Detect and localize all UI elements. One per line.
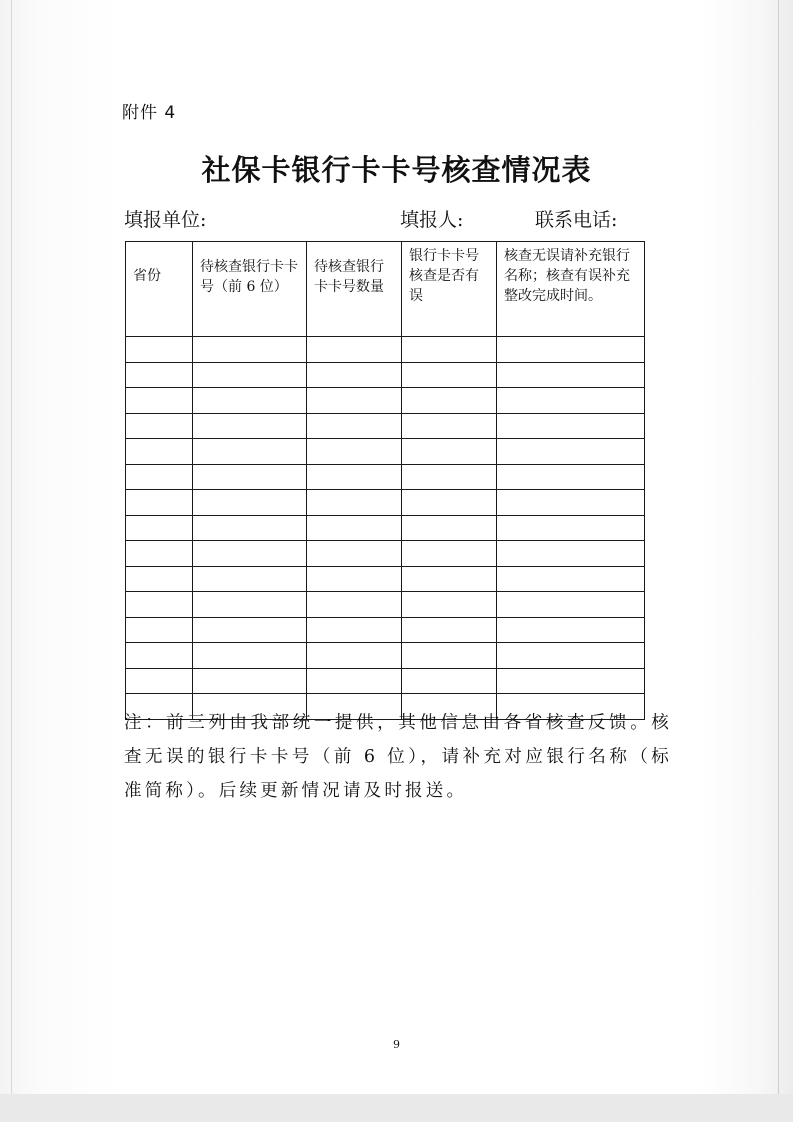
table-cell[interactable] bbox=[497, 362, 645, 388]
table-cell[interactable] bbox=[307, 337, 402, 363]
table-cell[interactable] bbox=[402, 337, 497, 363]
table-cell[interactable] bbox=[402, 362, 497, 388]
table-row bbox=[126, 439, 645, 465]
table-row bbox=[126, 413, 645, 439]
table-cell[interactable] bbox=[193, 362, 307, 388]
table-row bbox=[126, 668, 645, 694]
table-row bbox=[126, 388, 645, 414]
table-row bbox=[126, 515, 645, 541]
table-cell[interactable] bbox=[307, 413, 402, 439]
header-province: 省份 bbox=[126, 242, 193, 337]
page-title: 社保卡银行卡卡号核查情况表 bbox=[201, 153, 592, 187]
table-cell[interactable] bbox=[126, 362, 193, 388]
table-cell[interactable] bbox=[402, 566, 497, 592]
table-row bbox=[126, 617, 645, 643]
table-cell[interactable] bbox=[193, 337, 307, 363]
table-cell[interactable] bbox=[497, 515, 645, 541]
table-cell[interactable] bbox=[193, 617, 307, 643]
verification-table bbox=[125, 241, 645, 720]
table-cell[interactable] bbox=[126, 515, 193, 541]
table-cell[interactable] bbox=[497, 490, 645, 516]
table-cell[interactable] bbox=[402, 668, 497, 694]
table-cell[interactable] bbox=[307, 643, 402, 669]
table-cell[interactable] bbox=[402, 541, 497, 567]
table-cell[interactable] bbox=[402, 388, 497, 414]
table-row bbox=[126, 541, 645, 567]
table-cell[interactable] bbox=[497, 439, 645, 465]
table-cell[interactable] bbox=[497, 337, 645, 363]
table-cell[interactable] bbox=[193, 566, 307, 592]
attachment-label: 附件 4 bbox=[122, 103, 177, 123]
table-cell[interactable] bbox=[497, 668, 645, 694]
table-cell[interactable] bbox=[497, 388, 645, 414]
table-cell[interactable] bbox=[497, 541, 645, 567]
table-cell[interactable] bbox=[126, 439, 193, 465]
table-row bbox=[126, 592, 645, 618]
table-cell[interactable] bbox=[307, 617, 402, 643]
table-cell[interactable] bbox=[193, 643, 307, 669]
table-cell[interactable] bbox=[126, 668, 193, 694]
table-cell[interactable] bbox=[497, 464, 645, 490]
table-body bbox=[126, 337, 645, 720]
reporter-label: 填报人: bbox=[400, 209, 464, 231]
table-cell[interactable] bbox=[402, 413, 497, 439]
table-cell[interactable] bbox=[402, 464, 497, 490]
table-cell[interactable] bbox=[193, 413, 307, 439]
table-cell[interactable] bbox=[402, 515, 497, 541]
table-cell[interactable] bbox=[126, 643, 193, 669]
contact-phone-label: 联系电话: bbox=[535, 209, 618, 231]
table-cell[interactable] bbox=[126, 388, 193, 414]
table-cell[interactable] bbox=[307, 541, 402, 567]
table-cell[interactable] bbox=[307, 490, 402, 516]
table-cell[interactable] bbox=[126, 464, 193, 490]
table-row bbox=[126, 566, 645, 592]
table-cell[interactable] bbox=[402, 592, 497, 618]
footnote: 注：前三列由我部统一提供，其他信息由各省核查反馈。核查无误的银行卡卡号（前 6 位），请补充对应银行名称（标准简称）。后续更新情况请及时报送。 bbox=[124, 713, 672, 801]
table-cell[interactable] bbox=[497, 592, 645, 618]
table-cell[interactable] bbox=[307, 362, 402, 388]
table-cell[interactable] bbox=[126, 617, 193, 643]
table-cell[interactable] bbox=[126, 490, 193, 516]
table-cell[interactable] bbox=[402, 439, 497, 465]
header-card-prefix: 待核查银行卡卡号（前 6 位） bbox=[193, 242, 307, 337]
table-cell[interactable] bbox=[402, 643, 497, 669]
table-cell[interactable] bbox=[497, 617, 645, 643]
table-cell[interactable] bbox=[307, 464, 402, 490]
header-error-check: 银行卡卡号核查是否有误 bbox=[402, 242, 497, 337]
table-cell[interactable] bbox=[307, 439, 402, 465]
table-cell[interactable] bbox=[126, 541, 193, 567]
table-cell[interactable] bbox=[307, 592, 402, 618]
table-cell[interactable] bbox=[402, 490, 497, 516]
table-cell[interactable] bbox=[193, 541, 307, 567]
table-cell[interactable] bbox=[193, 388, 307, 414]
table-cell[interactable] bbox=[126, 566, 193, 592]
table-cell[interactable] bbox=[497, 566, 645, 592]
reporting-unit-label: 填报单位: bbox=[124, 209, 207, 231]
bottom-scan-band bbox=[0, 1094, 793, 1122]
table-cell[interactable] bbox=[307, 515, 402, 541]
table-row bbox=[126, 464, 645, 490]
table-cell[interactable] bbox=[193, 490, 307, 516]
table-cell[interactable] bbox=[193, 592, 307, 618]
header-bank-or-fix-time: 核查无误请补充银行名称；核查有误补充整改完成时间。 bbox=[497, 242, 645, 337]
table-cell[interactable] bbox=[307, 668, 402, 694]
table-row bbox=[126, 362, 645, 388]
table-row bbox=[126, 643, 645, 669]
table-cell[interactable] bbox=[307, 388, 402, 414]
table-cell[interactable] bbox=[126, 337, 193, 363]
table-cell[interactable] bbox=[497, 413, 645, 439]
table-cell[interactable] bbox=[402, 617, 497, 643]
table-cell[interactable] bbox=[193, 464, 307, 490]
header-card-count: 待核查银行卡卡号数量 bbox=[307, 242, 402, 337]
table-header-row bbox=[126, 242, 645, 337]
page-number: 9 bbox=[393, 1038, 400, 1051]
table-cell[interactable] bbox=[193, 668, 307, 694]
table-row bbox=[126, 490, 645, 516]
table-cell[interactable] bbox=[193, 515, 307, 541]
table-cell[interactable] bbox=[126, 592, 193, 618]
table-cell[interactable] bbox=[193, 439, 307, 465]
table-row bbox=[126, 337, 645, 363]
table-cell[interactable] bbox=[497, 643, 645, 669]
table-cell[interactable] bbox=[307, 566, 402, 592]
table-cell[interactable] bbox=[126, 413, 193, 439]
